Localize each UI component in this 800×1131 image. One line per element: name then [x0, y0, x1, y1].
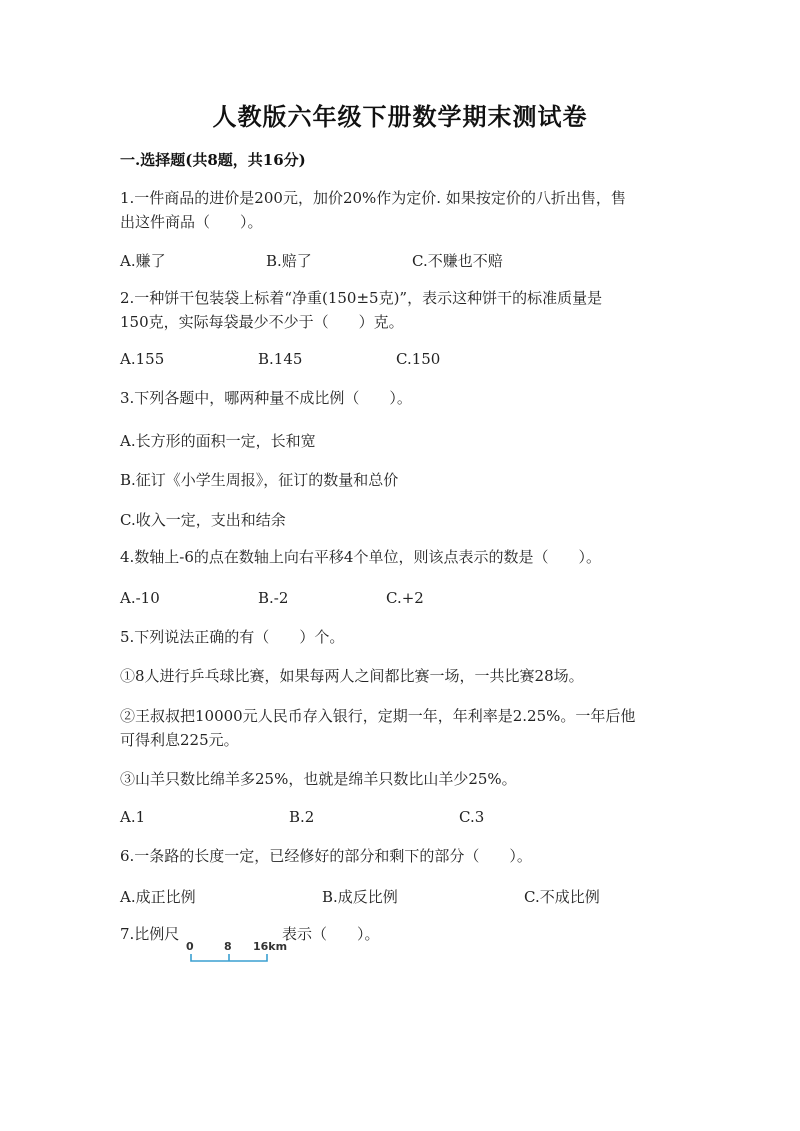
question-1-line-1: 1.一件商品的进价是200元，加价20%作为定价. 如果按定价的八折出售，售: [120, 189, 626, 207]
question-2-line-1: 2.一种饼干包装袋上标着“净重(150±5克)”，表示这种饼干的标准质量是: [120, 289, 603, 307]
question-6-option-a: A.成正比例: [120, 888, 196, 906]
question-6-option-b: B.成反比例: [322, 888, 398, 906]
question-2-line-2: 150克，实际每袋最少不少于（ ）克。: [120, 313, 404, 331]
section-heading: 一.选择题(共8题，共16分): [120, 151, 306, 169]
question-7-prefix: 7.比例尺: [120, 925, 180, 943]
question-1-option-b: B.赔了: [266, 252, 312, 270]
question-6-line-1: 6.一条路的长度一定，已经修好的部分和剩下的部分（ ）。: [120, 847, 532, 865]
question-3-line-1: 3.下列各题中，哪两种量不成比例（ ）。: [120, 389, 412, 407]
question-1-option-c: C.不赚也不赔: [412, 252, 503, 270]
question-5-statement-1: ①8人进行乒乓球比赛，如果每两人之间都比赛一场，一共比赛28场。: [120, 667, 584, 685]
question-4-option-a: A.-10: [120, 589, 160, 607]
question-5-statement-2-cont: 可得利息225元。: [120, 731, 239, 749]
question-4-option-b: B.-2: [258, 589, 289, 607]
question-6-option-c: C.不成比例: [524, 888, 600, 906]
question-1-line-2: 出这件商品（ ）。: [120, 213, 263, 231]
question-5-statement-3: ③山羊只数比绵羊多25%，也就是绵羊只数比山羊少25%。: [120, 770, 517, 788]
question-2-option-b: B.145: [258, 350, 303, 368]
scale-label-16km: 16km: [253, 940, 288, 953]
question-3-option-c: C.收入一定，支出和结余: [120, 511, 286, 529]
question-5-option-b: B.2: [289, 808, 315, 826]
scale-label-8: 8: [224, 940, 232, 953]
question-2-option-c: C.150: [396, 350, 441, 368]
question-5-line-1: 5.下列说法正确的有（ ）个。: [120, 628, 345, 646]
question-3-option-a: A.长方形的面积一定，长和宽: [120, 432, 316, 450]
question-5-statement-2: ②王叔叔把10000元人民币存入银行，定期一年，年利率是2.25%。一年后他: [120, 707, 636, 725]
question-7-suffix: 表示（ ）。: [282, 925, 380, 943]
scale-ruler: [190, 954, 268, 962]
question-1-option-a: A.赚了: [120, 252, 166, 270]
question-2-option-a: A.155: [120, 350, 165, 368]
page-title: 人教版六年级下册数学期末测试卷: [212, 102, 588, 131]
question-5-option-c: C.3: [459, 808, 485, 826]
map-scale-bar: [186, 940, 286, 966]
question-3-option-b: B.征订《小学生周报》，征订的数量和总价: [120, 471, 399, 489]
question-4-line-1: 4.数轴上-6的点在数轴上向右平移4个单位，则该点表示的数是（ ）。: [120, 548, 601, 566]
question-5-option-a: A.1: [120, 808, 146, 826]
scale-label-0: 0: [186, 940, 194, 953]
question-4-option-c: C.+2: [386, 589, 424, 607]
